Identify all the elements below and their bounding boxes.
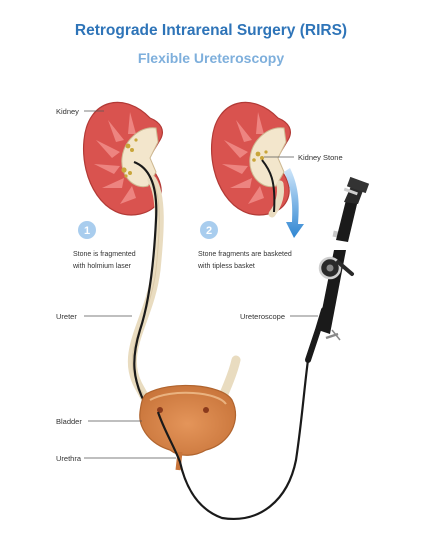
step-2 <box>197 221 292 270</box>
label-bladder: Bladder <box>56 417 82 426</box>
step-text-line2: with holmium laser <box>73 263 131 270</box>
kidney-left <box>84 102 163 215</box>
label-kidney: Kidney <box>56 107 79 116</box>
page-subtitle: Flexible Ureteroscopy <box>137 50 285 66</box>
step-1 <box>72 221 136 270</box>
label-urethra: Urethra <box>56 454 82 463</box>
label-kidney-stone: Kidney Stone <box>298 153 343 162</box>
step-number: 2 <box>205 225 213 237</box>
basket-arrow <box>284 168 304 238</box>
ureteroscope <box>308 177 369 360</box>
label-ureter: Ureter <box>56 312 77 321</box>
step-number: 1 <box>83 225 91 237</box>
page-title: Retrograde Intrarenal Surgery (RIRS) <box>74 22 348 39</box>
bladder <box>140 385 236 470</box>
kidney-right <box>212 102 291 215</box>
step-text-line1: Stone is fragmented <box>73 251 136 258</box>
step-text-line2: with tipless basket <box>198 263 255 270</box>
step-text-line1: Stone fragments are basketed <box>198 251 292 258</box>
label-ureteroscope: Ureteroscope <box>240 312 286 321</box>
